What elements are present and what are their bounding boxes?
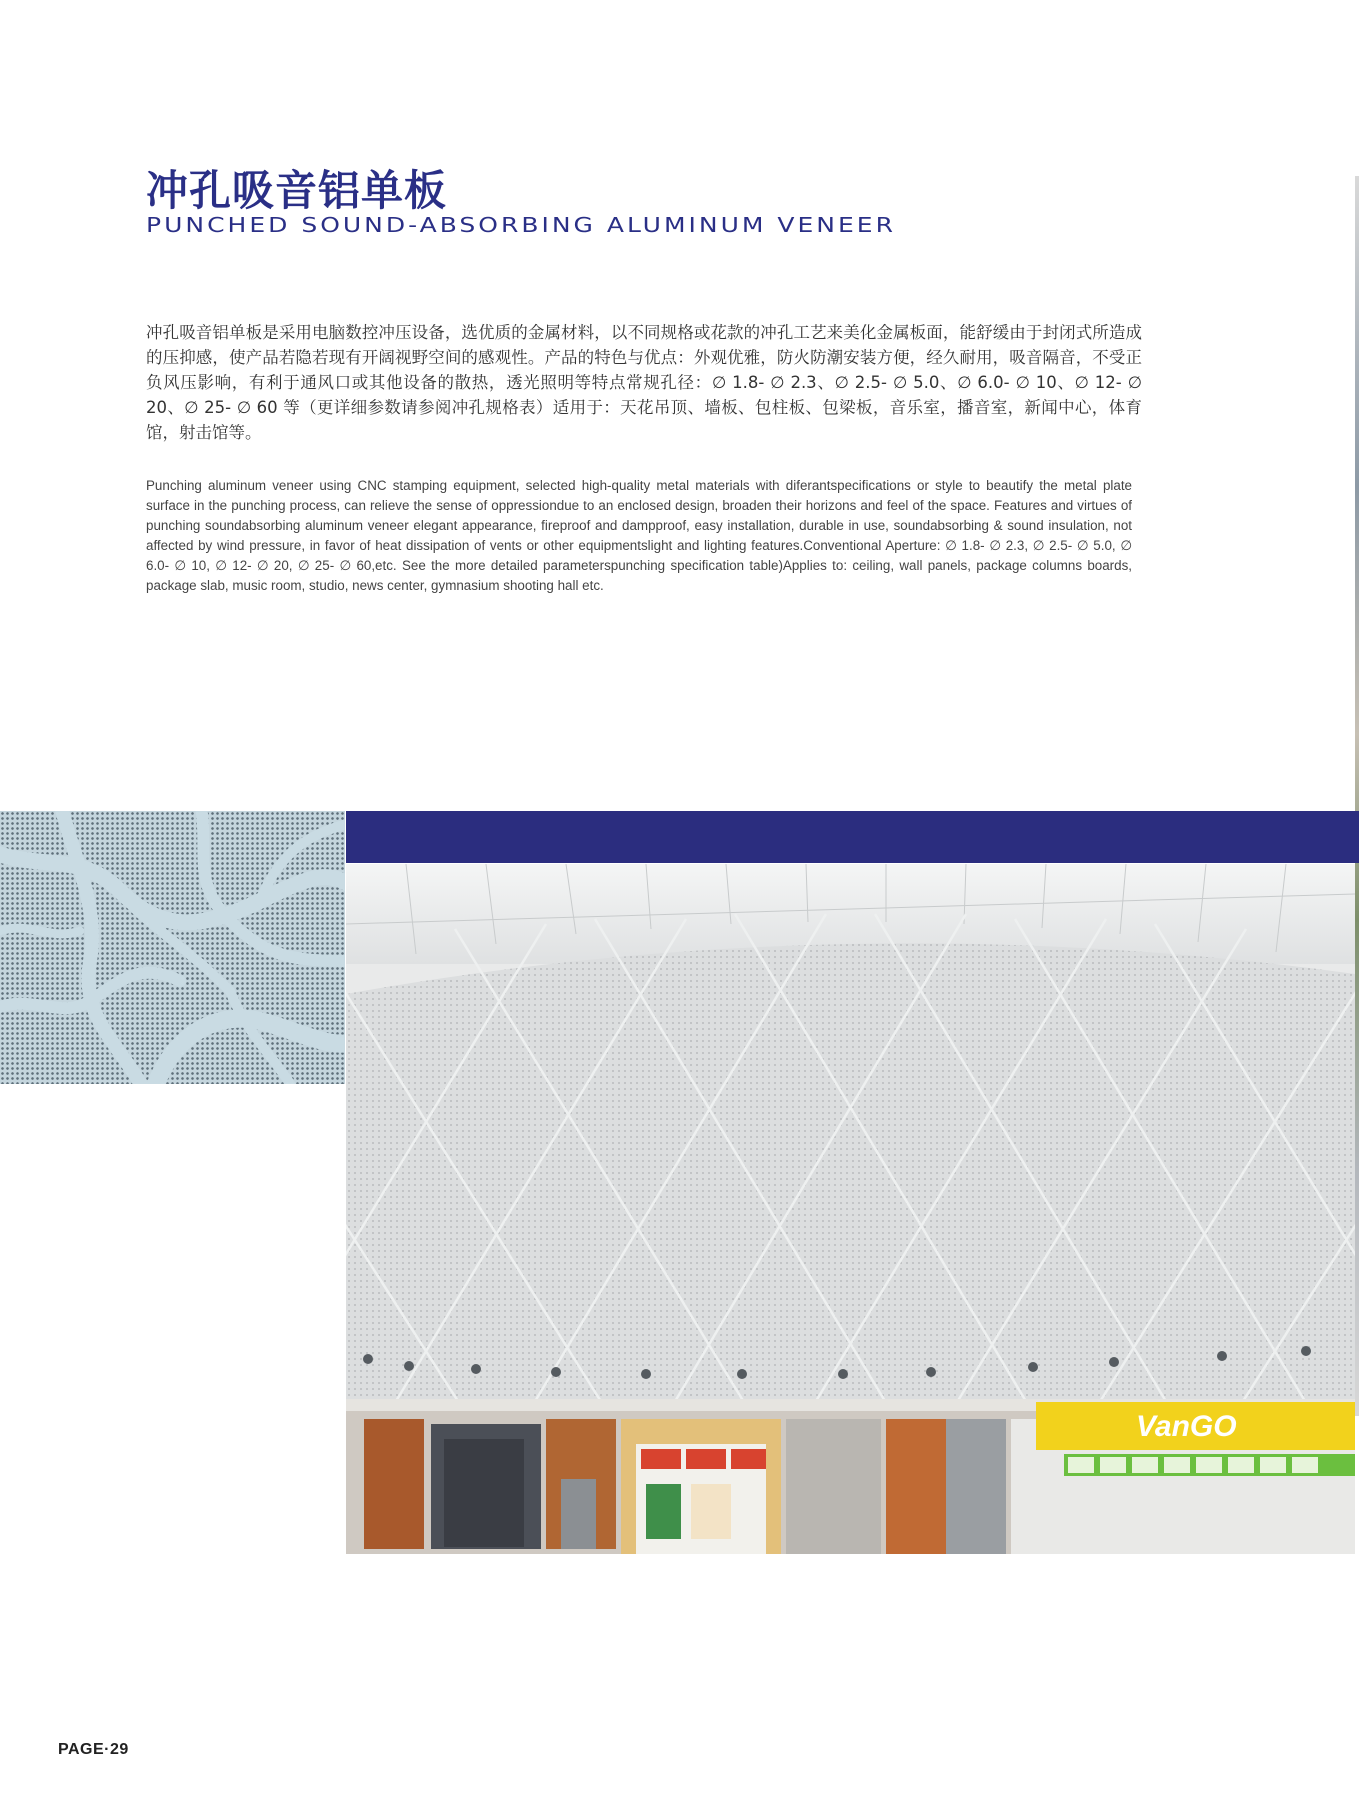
vango-store-sign: VanGO: [1136, 1410, 1237, 1443]
building-interior-photo: [346, 864, 1355, 1554]
title-english: PUNCHED SOUND-ABSORBING ALUMINUM VENEER: [146, 213, 896, 237]
title-chinese: 冲孔吸音铝单板: [146, 166, 448, 215]
description-english: Punching aluminum veneer using CNC stamping equipment, selected high-quality metal materials with diferantspecifications or style to beautify the metal plate surface in the punching process, can relieve the sense of oppressiondue to an enclosed design, broaden their horizons and feel of the space. Features and virtues of punching soundabsorbing aluminum veneer elegant appearance, fireproof and dampproof, easy installation, durable in use, soundabsorbing & sound insulation, not affected by wind pressure, in favor of heat dissipation of vents or other equipmentslight and lighting features.Conventional Aperture: ∅ 1.8- ∅ 2.3, ∅ 2.5- ∅ 5.0, ∅ 6.0- ∅ 10, ∅ 12- ∅ 20, ∅ 25- ∅ 60,etc. See the more detailed parameterspunching specification table)Applies to: ceiling, wall panels, package columns boards, package slab, music room, studio, news center, gymnasium shooting hall etc.: [146, 478, 1132, 593]
page-number: PAGE·29: [58, 1741, 129, 1758]
right-edge-photo-strip: [1355, 176, 1359, 1416]
blue-accent-bar: [346, 811, 1359, 863]
perforated-branch-pattern-image: [0, 811, 345, 1084]
description-chinese: 冲孔吸音铝单板是采用电脑数控冲压设备，选优质的金属材料，以不同规格或花款的冲孔工艺来美化金属板面，能舒缓由于封闭式所造成的压抑感，使产品若隐若现有开阔视野空间的感观性。产品的特色与优点：外观优雅，防火防潮安装方便，经久耐用，吸音隔音，不受正负风压影响，有利于通风口或其他设备的散热，透光照明等特点常规孔径：∅ 1.8- ∅ 2.3、∅ 2.5- ∅ 5.0、∅ 6.0- ∅ 10、∅ 12- ∅ 20、∅ 25- ∅ 60 等（更详细参数请参阅冲孔规格表）适用于：天花吊顶、墙板、包柱板、包梁板，音乐室，播音室，新闻中心，体育馆，射击馆等。: [146, 323, 1142, 442]
